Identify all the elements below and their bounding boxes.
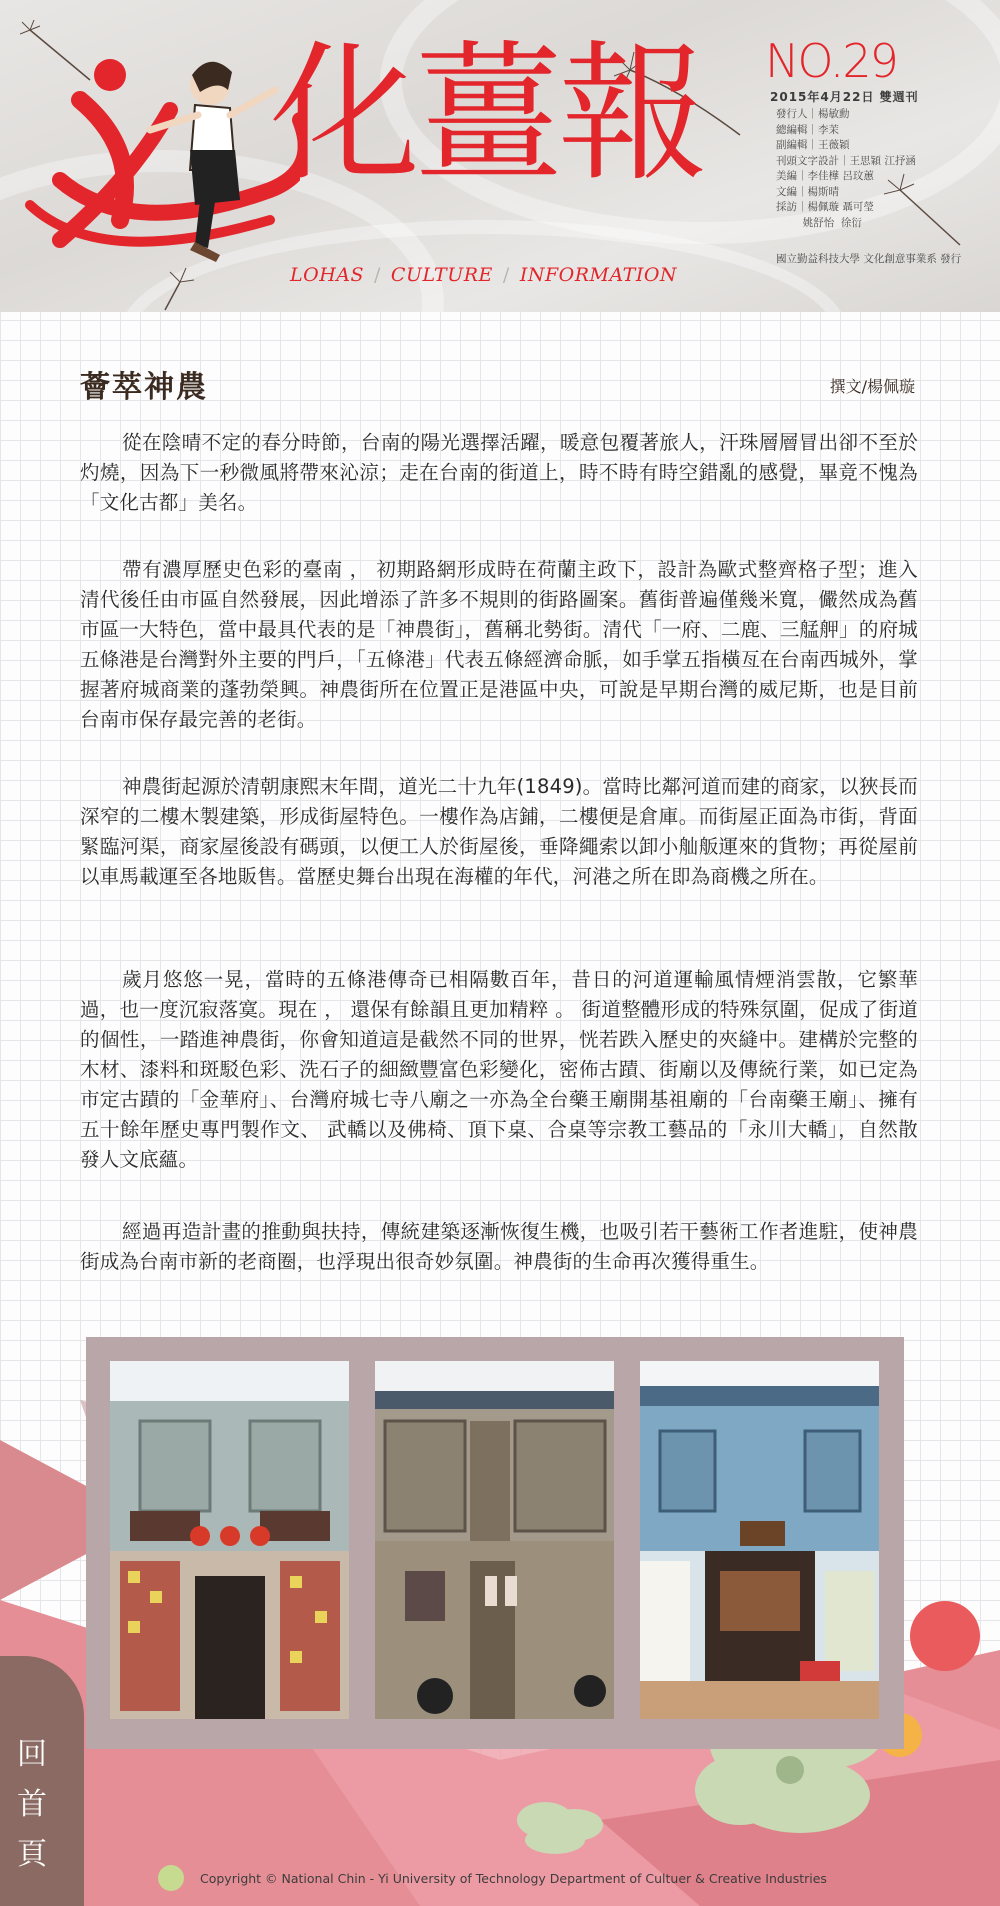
footer-dot xyxy=(158,1865,184,1891)
credit-line: 文編｜楊斯晴 xyxy=(776,185,839,198)
credit-line: 刊頭文字設計｜王思穎 江抒涵 xyxy=(776,154,916,167)
masthead-tagline: LOHAS / CULTURE / INFORMATION xyxy=(290,264,678,286)
home-link[interactable] xyxy=(10,1730,54,1880)
home-label-char: 首 xyxy=(17,1787,47,1822)
publisher-line: 國立勤益科技大學 文化創意事業系 發行 xyxy=(776,253,962,265)
credit-line: 總編輯｜李茉 xyxy=(776,123,839,136)
street-photo xyxy=(375,1361,614,1719)
mascot-illustration xyxy=(20,30,300,270)
staff-credits xyxy=(776,107,916,231)
home-label-char: 頁 xyxy=(17,1837,47,1872)
credit-line: 副編輯｜王薇穎 xyxy=(776,139,850,151)
photo-gallery xyxy=(86,1337,904,1749)
issue-number: NO.29 xyxy=(765,34,897,88)
street-photo xyxy=(640,1361,879,1719)
copyright-text: Copyright © National Chin - Yi University of Technology Department of Cultuer & Creative Industries xyxy=(200,1871,827,1886)
credit-line: 採訪｜楊佩璇 聶可瑩 xyxy=(776,201,874,213)
street-photo xyxy=(110,1361,349,1719)
credit-line: 姚舒怡 徐衍 xyxy=(776,216,862,229)
credit-line: 發行人｜楊敏勳 xyxy=(776,108,850,120)
masthead xyxy=(0,0,1000,312)
credit-line: 美編｜李佳樺 呂玟蕙 xyxy=(776,170,874,182)
article-paragraph: 神農街起源於清朝康熙末年間，道光二十九年(1849)。當時比鄰河道而建的商家，以狹長而深窄的二樓木製建築，形成街屋特色。一樓作為店鋪，二樓便是倉庫。而街屋正面為市街，背面緊臨河渠，商家屋後設有碼頭，以便工人於街屋後，垂降繩索以卸小舢舨運來的貨物；再從屋前以車馬載運至各地販售。當歷史舞台出現在海權的年代，河港之所在即為商機之所在。 xyxy=(80,775,918,888)
article-paragraph: 經過再造計畫的推動與扶持，傳統建築逐漸恢復生機，也吸引若干藝術工作者進駐，使神農街成為台南市新的老商圈，也浮現出很奇妙氛圍。神農街的生命再次獲得重生。 xyxy=(80,1220,918,1273)
article-byline: 撰文/楊佩璇 xyxy=(829,377,915,396)
article-paragraph: 從在陰晴不定的春分時節，台南的陽光選擇活躍，暖意包覆著旅人，汗珠層層冒出卻不至於灼燒，因為下一秒微風將帶來沁涼；走在台南的街道上，時不時有時空錯亂的感覺，畢竟不愧為「文化古都」美名。 xyxy=(80,431,918,514)
issue-date: 2015年4月22日 雙週刊 xyxy=(770,90,919,104)
masthead-wordmark: 化薑報 xyxy=(270,28,703,202)
home-label-char: 回 xyxy=(17,1737,47,1772)
article-paragraph: 帶有濃厚歷史色彩的臺南 ， 初期路網形成時在荷蘭主政下，設計為歐式整齊格子型；進入清代後任由市區自然發展，因此增添了許多不規則的街路圖案。舊街普遍僅幾米寬，儼然成為舊市區一大特色，當中最具代表的是「神農街」，舊稱北勢街。清代「一府、二鹿、三艋舺」的府城五條港是台灣對外主要的門戶，「五條港」代表五條經濟命脈，如手掌五指橫亙在台南西城外，掌握著府城商業的蓬勃榮興。神農街所在位置正是港區中央，可說是早期台灣的威尼斯，也是目前台南市保存最完善的老街。 xyxy=(80,558,918,731)
article-title: 薈萃神農 xyxy=(80,370,208,405)
article-paragraph: 歲月悠悠一晃，當時的五條港傳奇已相隔數百年，昔日的河道運輸風情煙消雲散，它繁華過，也一度沉寂落寞。現在 ， 還保有餘韻且更加精粹 。 街道整體形成的特殊氛圍，促成了街道的個性，一踏進神農街，你會知道這是截然不同的世界，恍若跌入歷史的夾縫中。建構於完整的木材、漆料和斑駁色彩、洗石子的細緻豐富色彩變化，密佈古蹟、街廟以及傳統行業，如已定為市定古蹟的「金華府」、台灣府城七寺八廟之一亦為全台藥王廟開基祖廟的「台南藥王廟」、擁有五十餘年歷史專門製作文、 武轎以及佛椅、頂下桌、合桌等宗教工藝品的「永川大轎」，自然散發人文底蘊。 xyxy=(80,968,918,1171)
